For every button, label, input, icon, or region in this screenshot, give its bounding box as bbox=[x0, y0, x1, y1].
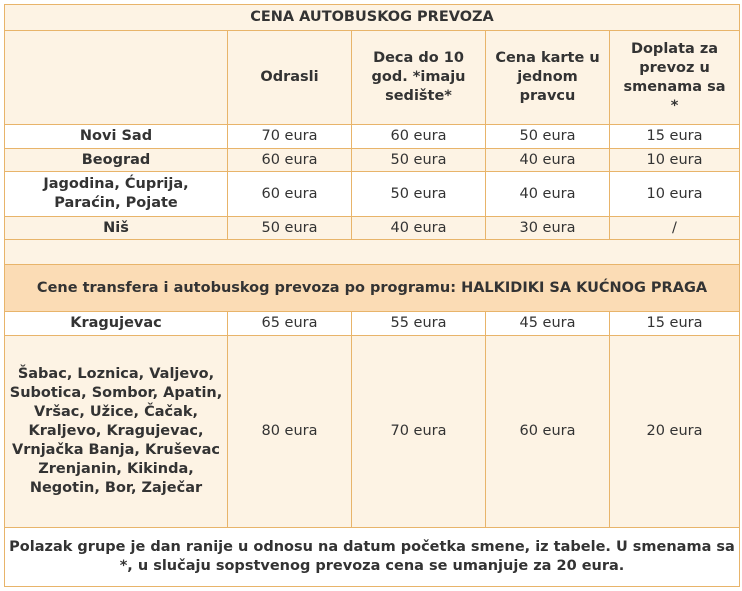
child-price: 40 eura bbox=[352, 217, 486, 240]
table-row bbox=[5, 125, 740, 149]
city-cell: Jagodina, Ćuprija, Paraćin, Pojate bbox=[5, 172, 228, 217]
spacer-cell bbox=[5, 240, 740, 265]
surcharge-price: 15 eura bbox=[610, 312, 740, 336]
table-title: CENA AUTOBUSKOG PREVOZA bbox=[5, 5, 740, 31]
table-row bbox=[5, 149, 740, 172]
surcharge-price: 15 eura bbox=[610, 125, 740, 149]
adult-price: 65 eura bbox=[228, 312, 352, 336]
one-way-price: 60 eura bbox=[486, 336, 610, 528]
adult-price: 70 eura bbox=[228, 125, 352, 149]
surcharge-price: / bbox=[610, 217, 740, 240]
table-row bbox=[5, 312, 740, 336]
section-title: Cene transfera i autobuskog prevoza po programu: HALKIDIKI SA KUĆNOG PRAGA bbox=[5, 265, 740, 312]
child-price: 55 eura bbox=[352, 312, 486, 336]
header-city bbox=[5, 31, 228, 125]
city-cell: Niš bbox=[5, 217, 228, 240]
child-price: 50 eura bbox=[352, 172, 486, 217]
adult-price: 50 eura bbox=[228, 217, 352, 240]
one-way-price: 40 eura bbox=[486, 149, 610, 172]
child-price: 50 eura bbox=[352, 149, 486, 172]
surcharge-price: 20 eura bbox=[610, 336, 740, 528]
header-children: Deca do 10 god. *imaju sedište* bbox=[352, 31, 486, 125]
city-cell: Šabac, Loznica, Valjevo, Subotica, Sombor, Apatin, Vršac, Užice, Čačak, Kraljevo, Kragujevac, Vrnjačka Banja, Kruševac Zrenjanin, Kikinda, Negotin, Bor, Zaječar bbox=[5, 336, 228, 528]
header-adults: Odrasli bbox=[228, 31, 352, 125]
city-cell: Beograd bbox=[5, 149, 228, 172]
table-row bbox=[5, 336, 740, 528]
child-price: 60 eura bbox=[352, 125, 486, 149]
table-row bbox=[5, 217, 740, 240]
surcharge-price: 10 eura bbox=[610, 149, 740, 172]
one-way-price: 50 eura bbox=[486, 125, 610, 149]
table-row bbox=[5, 172, 740, 217]
header-row bbox=[5, 31, 740, 125]
footer-note: Polazak grupe je dan ranije u odnosu na datum početka smene, iz tabele. U smenama sa *, u slučaju sopstvenog prevoza cena se umanjuje za 20 eura. bbox=[5, 528, 740, 587]
city-cell: Kragujevac bbox=[5, 312, 228, 336]
spacer-row bbox=[5, 240, 740, 265]
one-way-price: 30 eura bbox=[486, 217, 610, 240]
city-cell: Novi Sad bbox=[5, 125, 228, 149]
section-title-row bbox=[5, 265, 740, 312]
table-title-row bbox=[5, 5, 740, 31]
surcharge-price: 10 eura bbox=[610, 172, 740, 217]
footer-row bbox=[5, 528, 740, 587]
header-one-way: Cena karte u jednom pravcu bbox=[486, 31, 610, 125]
header-surcharge: Doplata za prevoz u smenama sa * bbox=[610, 31, 740, 125]
one-way-price: 45 eura bbox=[486, 312, 610, 336]
adult-price: 80 eura bbox=[228, 336, 352, 528]
adult-price: 60 eura bbox=[228, 172, 352, 217]
child-price: 70 eura bbox=[352, 336, 486, 528]
adult-price: 60 eura bbox=[228, 149, 352, 172]
bus-price-table bbox=[4, 4, 740, 587]
one-way-price: 40 eura bbox=[486, 172, 610, 217]
